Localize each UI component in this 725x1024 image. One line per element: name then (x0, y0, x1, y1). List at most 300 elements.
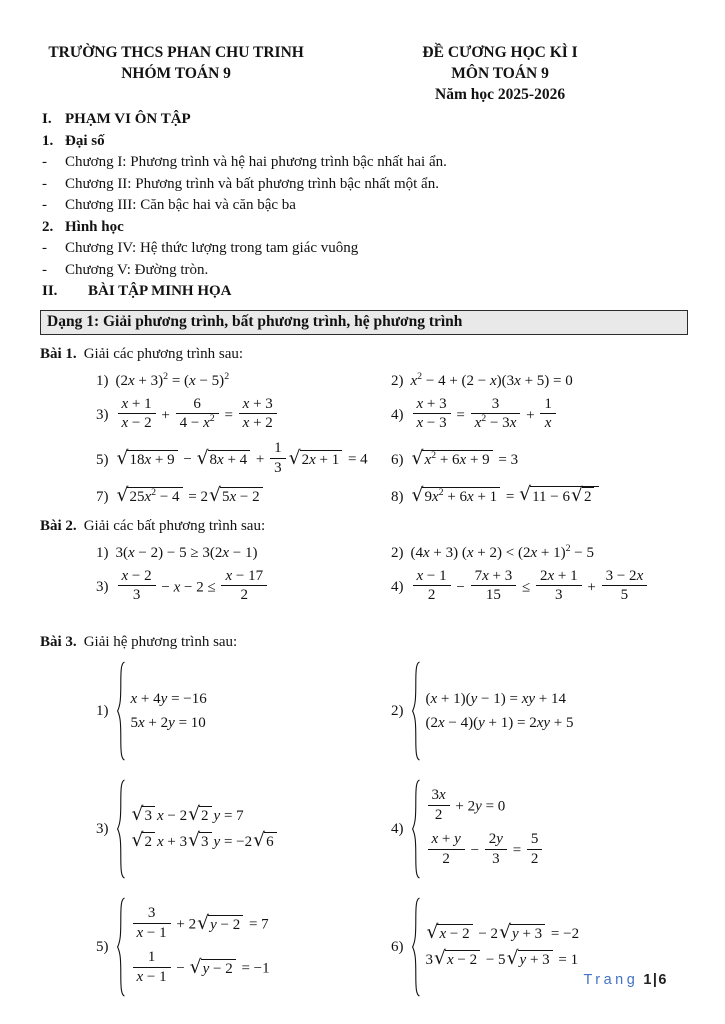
math-variable: x (439, 787, 446, 804)
system-equation-line: (x + 1)(y − 1) = xy + 14 (425, 690, 567, 707)
denominator: 3 (485, 849, 507, 868)
radicand: $9x^2 + 6x + 1$ (422, 487, 500, 506)
math-variable: y (478, 714, 485, 731)
footer-page-number: 1|6 (643, 972, 668, 988)
equation-math: $x^2 - 4 + (2 - x)(3x + 5) = 0$ (410, 370, 573, 389)
dash-marker: - (42, 197, 47, 213)
math-variable: x (466, 544, 474, 561)
math-variable: x (423, 544, 430, 561)
section-1-title: PHẠM VI ÔN TẬP (65, 111, 191, 127)
denominator: 2 (527, 849, 543, 868)
equation-item (391, 370, 688, 390)
numerator: 3 (491, 395, 500, 412)
dang1-title: Dạng 1: Giải phương trình, bất phương trình, hệ phương trình (47, 312, 463, 330)
equation-item (96, 370, 391, 390)
square-root (189, 956, 236, 978)
equation-number: 1) (96, 544, 109, 561)
numerator: x + 3 (242, 395, 273, 412)
dash-marker: - (42, 154, 47, 170)
radical-icon: √ (116, 447, 129, 469)
outline-chapter-item (40, 195, 688, 217)
school-block (40, 42, 312, 105)
numerator: 7x + 3 (474, 567, 513, 584)
geometry-title: Hình học (65, 218, 124, 235)
equation-number: 2) (391, 372, 404, 389)
numerator: 2y (488, 830, 503, 847)
math-variable: x (636, 567, 644, 584)
math-variable: x (189, 372, 196, 389)
equation-item (391, 395, 688, 435)
equation-math: $\frac{x - 2}{3}$ − x − 2 ≤ $\frac{x - 17}{2}$ (116, 570, 270, 607)
radicand: 8x + 4 (208, 450, 251, 469)
square-root (197, 912, 243, 934)
left-brace-icon (411, 661, 421, 761)
equation-number: 3) (96, 579, 109, 596)
numerator: 1 (544, 395, 552, 412)
radical-icon: √ (116, 484, 129, 506)
footer-page-word: Trang (583, 972, 639, 988)
radicand: y + 3 (518, 950, 553, 969)
denominator: x − 1 (133, 967, 171, 986)
system-equation-line: $\frac{1}{x - 1}$ − √ y − 2 = −1 (131, 951, 270, 988)
denominator: 3 (270, 458, 286, 477)
math-variable: xy (536, 714, 551, 731)
math-variable: y (519, 951, 527, 968)
square-root (196, 447, 251, 469)
equation-math: $\frac{x + 1}{x - 2}$ + $\frac{6}{4 - x^2}$ = $\frac{x + 3}{x + 2}$ (116, 398, 279, 435)
chapter-text: Chương IV: Hệ thức lượng trong tam giác vuông (65, 240, 359, 256)
denominator: x − 1 (133, 923, 171, 942)
fraction (118, 568, 156, 605)
outline-chapter-item (40, 260, 688, 282)
left-brace-icon (116, 661, 126, 761)
math-variable: x (431, 488, 439, 505)
math-variable: x (474, 415, 482, 432)
fraction (485, 831, 507, 868)
fraction (471, 396, 521, 433)
equation-item (391, 542, 688, 562)
equation-math: √ $9x^2 + 6x + 1$ = √ 11 − 6 √ 2 (411, 487, 602, 508)
math-variable: x (203, 415, 210, 432)
numerator: 3 − 2x (605, 567, 644, 584)
denominator: 2 (428, 849, 465, 868)
radicand: 2x + 1 (300, 450, 343, 469)
fraction (428, 787, 450, 824)
left-brace-icon (411, 897, 421, 997)
system-lines (131, 907, 270, 987)
math-variable: x (136, 924, 144, 941)
math-variable: x (446, 951, 454, 968)
equation-math: √ 18x + 9 − √ 8x + 4 + $\frac{1}{3}$ √ 2x + 1 = 4 (116, 440, 368, 476)
math-variable: x (156, 833, 164, 850)
dash-marker: - (42, 240, 47, 256)
equation-item (96, 442, 391, 479)
left-brace-icon (116, 779, 126, 879)
equation-number: 7) (96, 488, 109, 505)
math-variable: x (309, 451, 316, 468)
radical-icon: √ (434, 947, 446, 969)
fraction (221, 568, 267, 605)
radicand: 2 (142, 832, 155, 851)
radicand: 5x − 2 (220, 487, 263, 506)
radical-icon: √ (519, 483, 532, 505)
left-brace-icon (411, 779, 421, 879)
equation-item (391, 567, 688, 607)
bai1-equation-grid (96, 370, 688, 508)
math-variable: x (144, 451, 152, 468)
equation-number: 6) (391, 451, 404, 468)
radicand: 2 (199, 806, 212, 825)
equation-number: 1) (96, 372, 109, 389)
math-variable: x (514, 372, 521, 389)
equation-item (391, 779, 688, 879)
left-brace-icon (116, 897, 126, 997)
bai2-label: Bài 2. (40, 517, 77, 534)
math-variable: x (225, 567, 233, 584)
system-equation-line: x + 4y = −16 (130, 690, 207, 707)
equation-number: 3) (96, 407, 109, 424)
denominator: 3 (118, 585, 156, 604)
section-2-label: II. (42, 283, 58, 299)
equation-item (391, 447, 688, 470)
system-equation-line: $\frac{3}{x - 1}$ + 2 √ y − 2 = 7 (131, 907, 270, 944)
algebra-heading (40, 131, 688, 153)
square-root (506, 947, 553, 969)
numerator: 6 (193, 395, 201, 412)
equation-item (96, 484, 391, 507)
equation-math: $\frac{x + 3}{x - 3}$ = $\frac{3}{x^2 - 3x}$ + $\frac{1}{x}$ (411, 398, 558, 435)
math-variable: y (160, 690, 168, 707)
denominator: x − 3 (413, 413, 451, 432)
system-equation-line: √ x − 2 − 2 √ y + 3 = −2 (426, 921, 580, 943)
outline-chapter-item (40, 174, 688, 196)
section-2-title: BÀI TẬP MINH HỌA (88, 283, 232, 299)
numerator: 1 (274, 440, 282, 457)
radical-icon: √ (131, 829, 144, 851)
fraction (118, 396, 156, 433)
radical-icon: √ (209, 484, 221, 506)
system-equation-line: √ 3 x − 2 √ 2 y = 7 (131, 803, 244, 825)
radical-icon: √ (411, 484, 424, 506)
square-root (209, 484, 263, 506)
math-group: NHÓM TOÁN 9 (121, 65, 231, 82)
radicand: 3 (142, 806, 155, 825)
fraction (133, 949, 171, 986)
equation-math (411, 661, 574, 761)
system-equation-line: √ 2 x + 3 √ 3 y = −2 √ 6 (131, 833, 279, 852)
system-lines (131, 803, 279, 852)
radical-icon: √ (253, 829, 266, 851)
equation-number: 4) (391, 579, 404, 596)
equation-math (116, 897, 270, 997)
square-root (188, 803, 211, 825)
square-root (116, 447, 178, 469)
denominator: $4 - x^2$ (176, 413, 219, 432)
equation-system (116, 661, 207, 761)
school-name: TRƯỜNG THCS PHAN CHU TRINH (48, 44, 304, 61)
denominator: 2 (221, 585, 267, 604)
radical-icon: √ (426, 921, 439, 943)
math-variable: y (202, 960, 210, 977)
bai1-label: Bài 1. (40, 345, 77, 362)
equation-system (116, 779, 279, 879)
fraction (527, 831, 543, 868)
math-variable: y (470, 690, 478, 707)
square-root (571, 484, 594, 506)
numerator: 3x (431, 787, 446, 804)
denominator: 5 (602, 585, 648, 604)
equation-math (116, 779, 279, 879)
chapter-text: Chương I: Phương trình và hệ hai phương trình bậc nhất hai ẩn. (65, 154, 447, 170)
equation-math: $\frac{x - 1}{2}$ − $\frac{7x + 3}{15}$ ≤ $\frac{2x + 1}{3}$ + $\frac{3 - 2x}{5}$ (411, 570, 650, 607)
equation-number: 5) (96, 451, 109, 468)
algebra-label: 1. (42, 132, 54, 149)
outline-chapter-item (40, 238, 688, 260)
title-block (312, 42, 688, 105)
radical-icon: √ (288, 447, 301, 469)
square-root (188, 829, 211, 851)
math-variable: x (439, 925, 447, 942)
math-variable: x (156, 807, 164, 824)
superscript: 2 (209, 413, 215, 425)
section-1-heading (40, 109, 688, 131)
math-variable: x (410, 372, 418, 389)
bai3-system-grid (96, 661, 688, 997)
math-variable: y (168, 714, 175, 731)
math-variable: x (482, 567, 489, 584)
math-variable: x (416, 567, 424, 584)
radicand: 2 (582, 487, 595, 506)
equation-item (96, 897, 391, 997)
math-variable: x (121, 395, 129, 412)
bai1-intro: Giải các phương trình sau: (83, 345, 244, 362)
superscript: 2 (438, 486, 444, 498)
fraction (133, 905, 171, 942)
fraction (413, 396, 451, 433)
equation-number: 4) (391, 407, 404, 424)
section-2-heading (40, 281, 688, 303)
dash-marker: - (42, 261, 47, 278)
math-variable: x (489, 372, 497, 389)
superscript: 2 (224, 370, 230, 382)
numerator: x − 2 (121, 567, 152, 584)
equation-number: 1) (96, 702, 109, 719)
algebra-chapter-list (40, 152, 688, 217)
bai3-label: Bài 3. (40, 634, 77, 651)
equation-number: 3) (96, 820, 109, 837)
math-variable: x (430, 690, 438, 707)
math-variable: x (222, 544, 229, 561)
bai2-heading (40, 516, 688, 537)
math-variable: y (454, 830, 461, 847)
equation-math (116, 661, 207, 761)
square-root (411, 484, 501, 506)
denominator: 2 (428, 805, 450, 824)
square-root (499, 921, 545, 943)
numerator: 5 (530, 830, 539, 847)
equation-math: √ $x^2 + 6x + 9$ = 3 (411, 447, 519, 469)
system-equation-line: $\frac{3x}{2}$ + 2y = 0 (426, 789, 545, 826)
square-root (519, 483, 599, 507)
superscript: 2 (431, 449, 437, 461)
square-root (288, 447, 343, 469)
equation-number: 6) (391, 938, 404, 955)
chapter-text: Chương V: Đường tròn. (65, 261, 209, 278)
denominator: 15 (471, 585, 517, 604)
math-variable: x (459, 451, 467, 468)
equation-item (96, 545, 391, 562)
square-root (411, 447, 493, 469)
radical-icon: √ (196, 447, 209, 469)
square-root (131, 829, 155, 851)
system-lines (426, 691, 574, 732)
radicand: y − 2 (208, 915, 243, 934)
math-variable: y (475, 798, 482, 815)
fraction (270, 440, 286, 477)
system-lines (426, 789, 545, 869)
square-root (131, 803, 155, 825)
equation-item (96, 779, 391, 879)
equation-number: 5) (96, 938, 109, 955)
math-variable: y (496, 830, 503, 847)
math-variable: x (173, 579, 181, 596)
equation-item (391, 483, 688, 508)
equation-number: 4) (391, 820, 404, 837)
math-variable: x (416, 415, 424, 432)
bai2-equation-grid (96, 542, 688, 607)
radical-icon: √ (411, 447, 424, 469)
system-lines (131, 691, 207, 732)
fraction (413, 568, 451, 605)
denominator: x − 2 (118, 413, 156, 432)
equation-system (411, 779, 545, 879)
radical-icon: √ (571, 484, 583, 506)
equation-math: 3(x − 2) − 5 ≥ 3(2x − 1) (115, 544, 258, 561)
square-root (434, 947, 480, 969)
dang1-heading-box (40, 310, 688, 335)
math-variable: x (130, 690, 138, 707)
math-variable: x (547, 567, 555, 584)
equation-math: (4x + 3) $(x + 2) < (2x + 1)^2 - 5$ (410, 542, 595, 561)
radicand: 11 − 6 √ 2 (530, 486, 599, 507)
numerator: 3 (147, 905, 156, 922)
radicand: 6 (264, 832, 277, 851)
numerator: x − 1 (416, 567, 447, 584)
radical-icon: √ (189, 956, 202, 978)
equation-number: 2) (391, 544, 404, 561)
bai3-intro: Giải hệ phương trình sau: (83, 634, 238, 651)
math-variable: x (509, 415, 517, 432)
chapter-text: Chương II: Phương trình và bất phương trình bậc nhất một ẩn. (65, 175, 439, 192)
math-variable: x (217, 451, 224, 468)
math-variable: y (512, 925, 519, 942)
system-equation-line: 5x + 2y = 10 (130, 714, 206, 731)
radicand: y + 3 (510, 924, 545, 943)
equation-system (411, 897, 580, 997)
school-year: Năm học 2025-2026 (435, 86, 566, 103)
system-equation-line: $\frac{x + y}{2}$ − $\frac{2y}{3}$ = $\frac{5}{2}$ (426, 833, 545, 870)
math-variable: x (467, 488, 474, 505)
math-variable: x (229, 488, 237, 505)
math-variable: x (121, 567, 129, 584)
radicand: $x^2 + 6x + 9$ (422, 450, 492, 469)
math-variable: x (424, 451, 432, 468)
fraction (540, 396, 556, 433)
radicand: x − 2 (437, 924, 472, 943)
equation-system (411, 661, 574, 761)
scope-outline (40, 109, 688, 303)
math-variable: x (242, 395, 250, 412)
math-variable: x (121, 415, 129, 432)
superscript: 2 (417, 370, 423, 382)
subject-title: MÔN TOÁN 9 (451, 65, 549, 82)
radicand: 3 (199, 832, 212, 851)
radical-icon: √ (131, 803, 144, 825)
radicand: x − 2 (445, 950, 480, 969)
math-variable: x (128, 544, 135, 561)
superscript: 2 (163, 370, 169, 382)
numerator: 1 (147, 948, 156, 965)
math-variable: x (431, 830, 439, 847)
denominator (540, 413, 556, 432)
equation-item (96, 395, 391, 435)
geometry-label: 2. (42, 218, 54, 235)
bai1-heading (40, 344, 688, 365)
math-variable: x (138, 714, 145, 731)
radical-icon: √ (188, 803, 201, 825)
fraction (471, 568, 517, 605)
equation-math: $(2x + 3)^2 = (x - 5)^2$ (115, 370, 230, 389)
math-variable: y (213, 807, 221, 824)
outline-chapter-item (40, 152, 688, 174)
radical-icon: √ (197, 912, 210, 934)
denominator: 2 (413, 585, 451, 604)
superscript: 2 (151, 486, 157, 498)
numerator: x − 17 (225, 567, 264, 584)
fraction (602, 568, 648, 605)
square-root (116, 484, 183, 506)
equation-number: 8) (391, 488, 404, 505)
radicand: 18x + 9 (127, 450, 177, 469)
square-root (426, 921, 473, 943)
math-variable: x (128, 372, 135, 389)
radical-icon: √ (499, 921, 512, 943)
math-variable: x (144, 488, 152, 505)
fraction (428, 831, 465, 868)
numerator: x + y (431, 830, 461, 847)
equation-math (411, 779, 545, 879)
radicand: y − 2 (201, 959, 236, 978)
superscript: 2 (565, 542, 571, 554)
system-lines (425, 921, 580, 970)
equation-item (96, 661, 391, 761)
algebra-title: Đại số (65, 132, 105, 149)
bai3-heading (40, 632, 688, 653)
denominator: $x^2 - 3x$ (471, 413, 521, 432)
system-equation-line: 3 √ x − 2 − 5 √ y + 3 = 1 (425, 947, 579, 969)
radicand: $25x^2 - 4$ (127, 487, 182, 506)
system-equation-line: (2x − 4)(y + 1) = 2xy + 5 (425, 714, 574, 731)
bai2-intro: Giải các bất phương trình sau: (83, 517, 266, 534)
page-footer (583, 972, 668, 988)
math-variable: x (530, 544, 538, 561)
numerator: 2x + 1 (539, 567, 578, 584)
math-variable: x (438, 714, 445, 731)
radical-icon: √ (506, 947, 519, 969)
equation-item (391, 661, 688, 761)
geometry-chapter-list (40, 238, 688, 281)
fraction (239, 396, 277, 433)
